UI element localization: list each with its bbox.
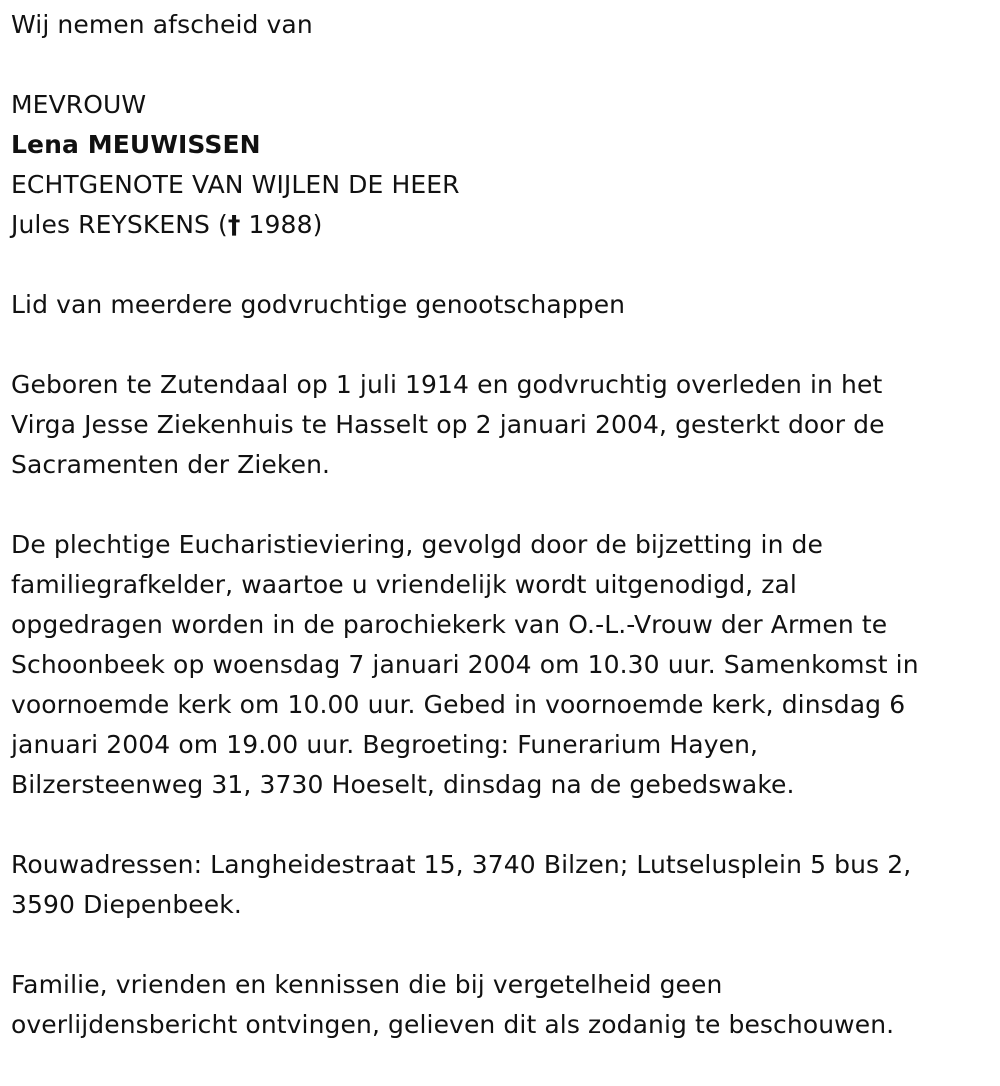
paragraph-line: Geboren te Zutendaal op 1 juli 1914 en godvruchtig overleden in het [11,370,883,399]
ceremony-paragraph [11,525,986,805]
paragraph-line: voornoemde kerk om 10.00 uur. Gebed in voornoemde kerk, dinsdag 6 [11,690,906,719]
paragraph-line: Rouwadressen: Langheidestraat 15, 3740 Bilzen; Lutselusplein 5 bus 2, [11,850,912,879]
paragraph-line: overlijdensbericht ontvingen, gelieven dit als zodanig te beschouwen. [11,1010,895,1039]
spacer [11,485,986,525]
spacer [11,245,986,285]
paragraph-line: Familie, vrienden en kennissen die bij vergetelheid geen [11,970,723,999]
spacer [11,805,986,845]
membership-text: Lid van meerdere godvruchtige genootschappen [11,290,626,319]
spacer [11,325,986,365]
intro-text: Wij nemen afscheid van [11,10,313,39]
closing-paragraph [11,965,986,1045]
paragraph-line: januari 2004 om 19.00 uur. Begroeting: Funerarium Hayen, [11,730,759,759]
paragraph-line: Schoonbeek op woensdag 7 januari 2004 om 10.30 uur. Samenkomst in [11,650,919,679]
deceased-name: Lena MEUWISSEN [11,130,261,159]
paragraph-line: familiegrafkelder, waartoe u vriendelijk wordt uitgenodigd, zal [11,570,797,599]
spouse-name: Jules REYSKENS ( [11,210,228,239]
paragraph-line: Bilzersteenweg 31, 3730 Hoeselt, dinsdag na de gebedswake. [11,770,795,799]
addresses-paragraph [11,845,986,925]
spacer [11,925,986,965]
paragraph-line: Sacramenten der Zieken. [11,450,331,479]
paragraph-line: 3590 Diepenbeek. [11,890,242,919]
cross-icon: † [227,210,241,239]
obituary-notice [11,5,986,1045]
paragraph-line: De plechtige Eucharistieviering, gevolgd door de bijzetting in de [11,530,824,559]
honorific-title: MEVROUW [11,90,147,119]
spacer [11,45,986,85]
paragraph-line: Virga Jesse Ziekenhuis te Hasselt op 2 januari 2004, gesterkt door de [11,410,885,439]
spouse-death-year: 1988) [248,210,323,239]
spouse-label: ECHTGENOTE VAN WIJLEN DE HEER [11,170,460,199]
paragraph-line: opgedragen worden in de parochiekerk van O.-L.-Vrouw der Armen te [11,610,888,639]
birth-death-paragraph [11,365,986,485]
spouse-line [11,205,986,245]
